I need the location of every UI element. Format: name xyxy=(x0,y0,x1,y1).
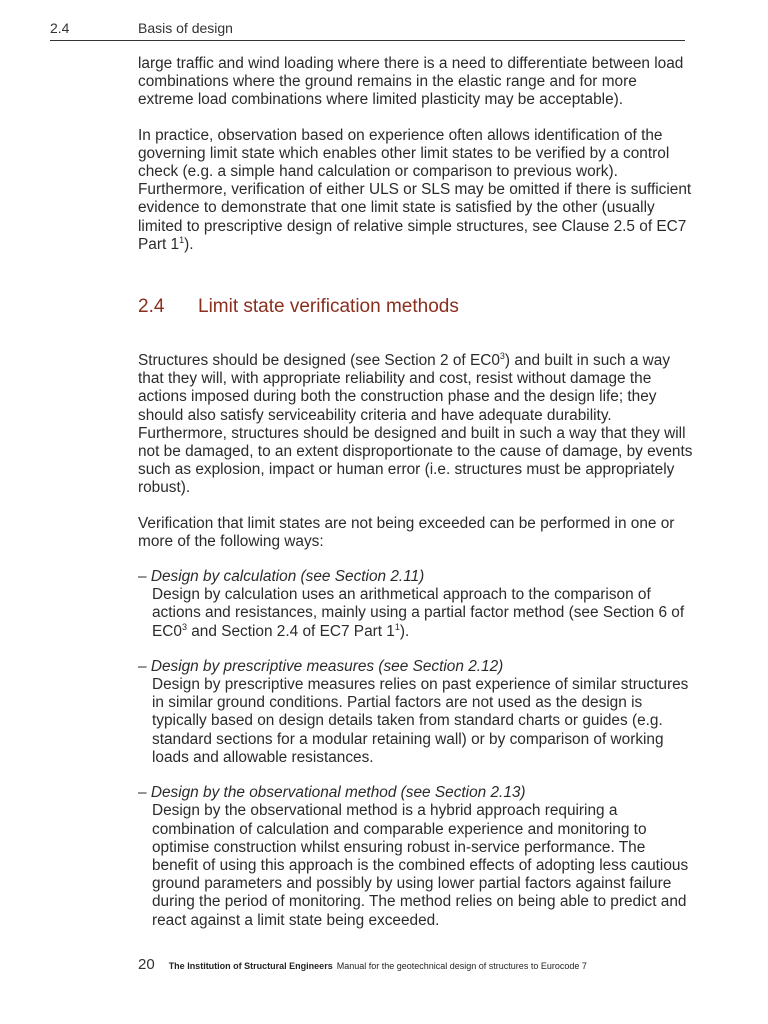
page-body xyxy=(138,55,693,947)
paragraph-observation-text: In practice, observation based on experience often allows identification of the governing limit state which enables other limit states to be verified by a control check (e.g. a simple hand calculation or comparison to previous work). Furthermore, verification of either ULS or SLS may be omitted if there is sufficient evidence to demonstrate that one limit state is satisfied by the other (usually limited to prescriptive design of relative simple structures, see Clause 2.5 of EC7 Part 1 xyxy=(138,126,692,253)
section-title: Limit state verification methods xyxy=(198,296,459,318)
method-body: Design by prescriptive measures relies on past experience of similar structures in similar ground conditions. Partial factors are not used as the design is typically based on design details taken from standard charts or guides (e.g. standard sections for a modular retaining wall) or by comparison of working loads and allowable resistances. xyxy=(152,676,689,766)
method-body: Design by the observational method is a hybrid approach requiring a combination of calculation and comparable experience and monitoring to optimise construction whilst ensuring robust in-service performance. The benefit of using this approach is the combined effects of adopting less cautious ground parameters and possibly by using lower partial factors against failure during the period of monitoring. The method relies on being able to predict and react against a limit state being exceeded. xyxy=(152,802,689,929)
reference-superscript: 3 xyxy=(499,351,505,362)
paragraph-verification: Verification that limit states are not being exceeded can be performed in one or more of the following ways: xyxy=(138,514,675,550)
reference-superscript: 1 xyxy=(394,621,400,632)
header-section-number: 2.4 xyxy=(50,20,70,36)
footer-organisation: The Institution of Structural Engineers xyxy=(168,961,333,971)
method-item-calculation xyxy=(138,568,693,641)
paragraph-continuation: large traffic and wind loading where there is a need to differentiate between load combinations where the ground remains in the elastic range and for more extreme load combinations where limited plasticity may be acceptable). xyxy=(138,55,684,109)
method-body-text: Design by calculation uses an arithmetical approach to the comparison of actions and resistances, mainly using a partial factor method (see Section 6 of EC0 xyxy=(152,586,685,640)
paragraph-observation xyxy=(138,127,693,254)
running-header xyxy=(50,18,685,41)
reference-superscript: 3 xyxy=(181,621,187,632)
page-footer xyxy=(138,956,698,974)
method-lead: – Design by the observational method (see Section 2.13) xyxy=(138,784,526,802)
paragraph-structures xyxy=(138,352,693,498)
header-running-title: Basis of design xyxy=(138,20,233,36)
footer-manual-title: Manual for the geotechnical design of structures to Eurocode 7 xyxy=(336,961,587,971)
paragraph-structures-rest: ) and built in such a way that they will, with appropriate reliability and cost, resist without damage the actions imposed during both the construction phase and the design life; they should also satisfy serviceability criteria and have adequate durability. Furthermore, structures should be designed and built in such a way that they will not be damaged, to an extent disproportionate to the cause of damage, by events such as explosion, impact or human error (i.e. structures must be appropriately robust). xyxy=(138,352,693,497)
section-heading xyxy=(138,296,693,318)
reference-superscript: 1 xyxy=(179,234,185,245)
method-item-observational xyxy=(138,784,693,930)
method-lead: – Design by prescriptive measures (see Section 2.12) xyxy=(138,657,504,675)
method-item-prescriptive xyxy=(138,658,693,767)
paragraph-structures-start: Structures should be designed (see Section 2 of EC0 xyxy=(138,352,500,370)
paragraph-observation-end: ). xyxy=(184,235,194,253)
method-body-text: ). xyxy=(399,622,410,640)
method-body-text: and Section 2.4 of EC7 Part 1 xyxy=(186,622,395,640)
page-number: 20 xyxy=(138,956,155,973)
section-number: 2.4 xyxy=(138,296,165,318)
method-lead: – Design by calculation (see Section 2.11) xyxy=(138,568,425,586)
method-body xyxy=(138,586,693,641)
